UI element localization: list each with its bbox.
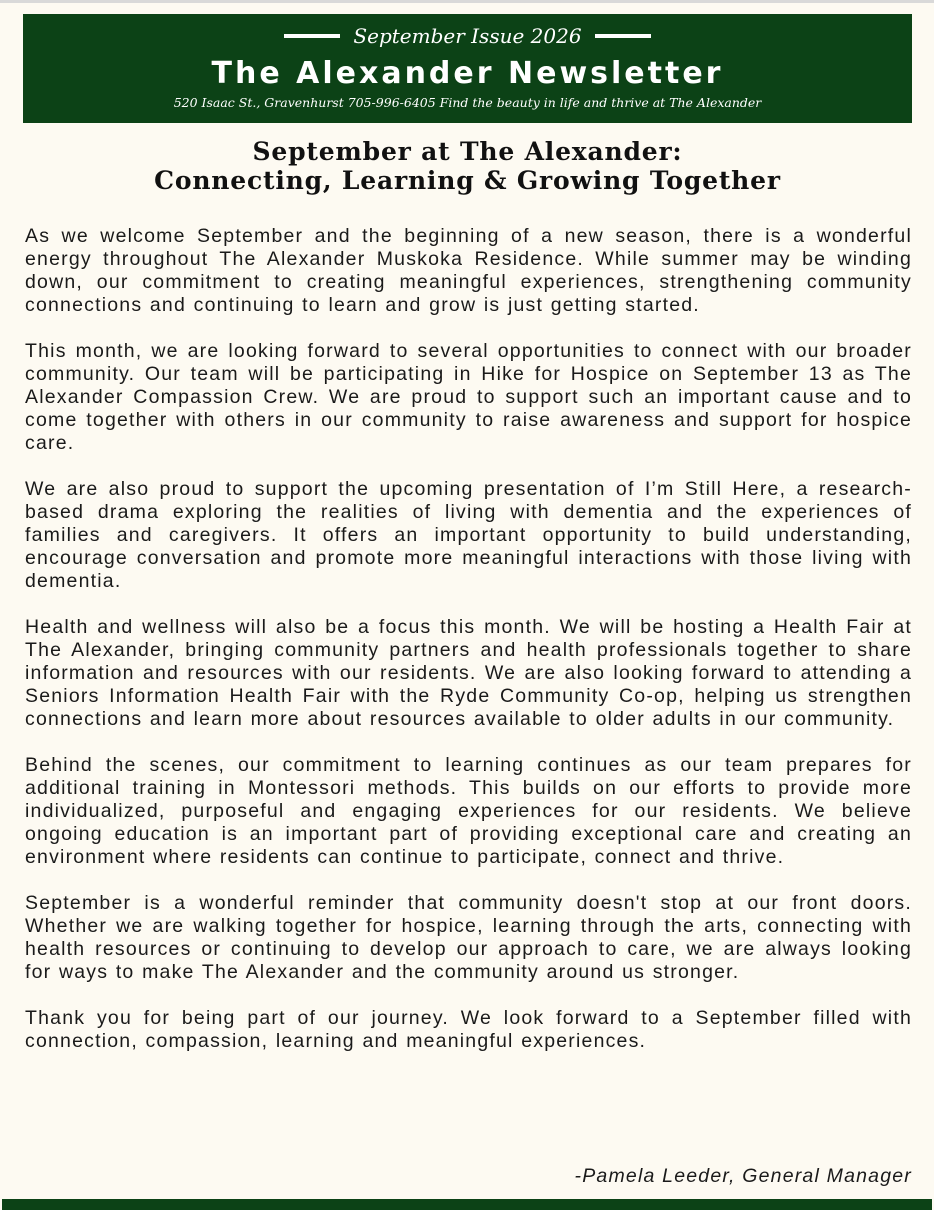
newsletter-title: The Alexander Newsletter	[211, 56, 724, 91]
issue-label: September Issue 2026	[353, 24, 582, 48]
article-body	[25, 225, 912, 1076]
headline-line-2: Connecting, Learning & Growing Together	[154, 166, 781, 195]
paragraph-health-wellness: Health and wellness will also be a focus this month. We will be hosting a Health Fair at The Alexander, bringing community partners and health professionals together to share information and resources with our residents. We are also looking forward to attending a Seniors Information Health Fair with the Ryde Community Co-op, helping us strengthen connections and learn more about resources available to older adults in our community.	[25, 616, 912, 730]
issue-left-rule	[284, 34, 340, 38]
paragraph-dementia-drama: We are also proud to support the upcoming presentation of I’m Still Here, a research-based drama exploring the realities of living with dementia and the experiences of families and caregivers. It offers an important opportunity to build understanding, encourage conversation and promote more meaningful interactions with those living with dementia.	[25, 478, 912, 592]
signature: -Pamela Leeder, General Manager	[574, 1165, 912, 1187]
paragraph-thanks: Thank you for being part of our journey. We look forward to a September filled with connection, compassion, learning and meaningful experiences.	[25, 1007, 912, 1052]
paragraph-reminder: September is a wonderful reminder that community doesn't stop at our front doors. Whether we are walking together for hospice, learning through the arts, connecting with health resources or continuing to develop our approach to care, we are always looking for ways to make The Alexander and the community around us stronger.	[25, 892, 912, 983]
address-tagline: 520 Isaac St., Gravenhurst 705-996-6405 Find the beauty in life and thrive at The Alexander	[173, 95, 762, 110]
article-headline	[23, 137, 912, 195]
issue-right-rule	[595, 34, 651, 38]
headline-line-1: September at The Alexander:	[252, 137, 683, 166]
paragraph-welcome: As we welcome September and the beginning of a new season, there is a wonderful energy throughout The Alexander Muskoka Residence. While summer may be winding down, our commitment to creating meaningful experiences, strengthening community connections and continuing to learn and grow is just getting started.	[25, 225, 912, 316]
newsletter-header	[23, 14, 912, 123]
bottom-bar	[2, 1199, 932, 1210]
paragraph-training: Behind the scenes, our commitment to learning continues as our team prepares for additional training in Montessori methods. This builds on our efforts to provide more individualized, purposeful and engaging experiences for our residents. We believe ongoing education is an important part of providing exceptional care and creating an environment where residents can continue to participate, connect and thrive.	[25, 754, 912, 868]
top-rule	[0, 0, 934, 3]
issue-row	[23, 23, 912, 49]
paragraph-community: This month, we are looking forward to several opportunities to connect with our broader community. Our team will be participating in Hike for Hospice on September 13 as The Alexander Compassion Crew. We are proud to support such an important cause and to come together with others in our community to raise awareness and support for hospice care.	[25, 340, 912, 454]
